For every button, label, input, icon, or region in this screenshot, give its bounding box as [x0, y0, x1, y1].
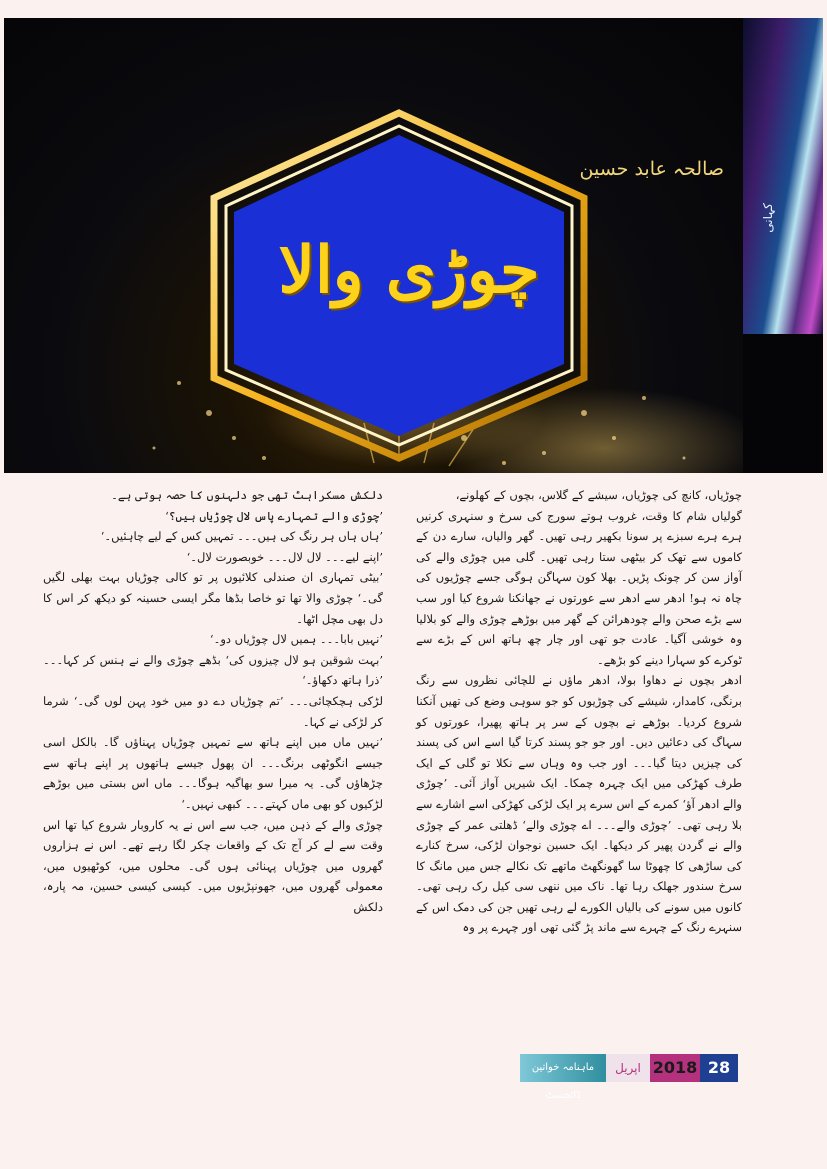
issue-month: اپریل	[606, 1054, 650, 1082]
title-banner	[4, 18, 743, 473]
paragraph: ’چوڑی والے تمہارے پاس لال چوڑیاں ہیں؟‘	[165, 508, 383, 523]
paragraph: ’نہیں ماں میں اپنے ہاتھ سے تمہیں چوڑیاں پہناؤں گا۔ بالکل اسی جیسے انگوٹھی برنگ۔۔۔ ان پھول جیسے ہاتھوں پر اپنے ہاتھ سے چڑھاؤں گی۔ یہ میرا سو بھاگیہ ہوگا۔۔۔ ماں اس بستی میں بوڑھے لڑکیوں کو بھی ماں کہتے۔۔۔ کبھی نہیں۔‘	[43, 735, 383, 811]
category-label: کہانی	[761, 203, 775, 233]
strip-bottom	[743, 334, 823, 473]
paragraph: ’نہیں بابا۔۔۔ ہمیں لال چوڑیاں دو۔‘	[209, 632, 383, 647]
story-title: چوڑی والا	[278, 233, 540, 308]
category-strip	[743, 18, 823, 334]
author-name: صالحہ عابد حسین	[579, 158, 724, 180]
paragraph: ادھر بچوں نے دھاوا بولا، ادھر ماؤں نے للچائی نظروں سے رنگ برنگی، کامدار، شیشے کی چوڑیوں کو جو سوہی وضع کی تھیں آنکنا شروع کردیا۔ بوڑھے نے بچوں کے سر پر ہاتھ پھیرا، عورتوں کو سہاگ کی دعائیں دیں۔ اور جو جو پسند کرتا گیا اسے اس کی پسند کی چیزیں دیتا گیا۔۔۔ اور جب وہ وہاں سے نکلا تو گلی کے ایک طرف کھڑکی میں ایک چہرہ چمکا۔ ایک شیریں آواز آئی۔ ’چوڑی والے ادھر آؤ‘ کمرے کے اس سرے پر ایک لڑکی کھڑکی اسے اشارے سے بلا رہی تھی۔ ’چوڑی والے۔۔۔ اے چوڑی والے‘ ڈھلتی عمر کے چوڑی والے نے گردن پھیر کر دیکھا۔ ایک حسین نوجوان لڑکی، سرخ کنارے کی ساڑھی کا چھوٹا سا گھونگھٹ ماتھے تک نکالے جس میں مانگ کا سرخ سندور جھلک رہا تھا۔ ناک میں ننھی سی کیل رک رہی تھی۔ کانوں میں سونے کی بالیاں الکورے لے رہی تھیں جن کی دمک اس کے سنہرے رنگ کے چہرے سے ماند پڑ گئی تھی اور چہرے پر وہ	[416, 673, 742, 935]
paragraph: دلکش مسکراہٹ تھی جو دلہنوں کا حصہ ہوتی ہے۔	[111, 488, 383, 502]
paragraph: ’اپنے لیے۔۔۔ لال لال۔۔۔ خوبصورت لال۔‘	[186, 549, 383, 564]
issue-year: 2018	[650, 1054, 700, 1082]
paragraph: چوڑی والے کے ذہن میں، جب سے اس نے یہ کاروبار شروع کیا تھا اس وقت سے لے کر آج تک کے واقعات چکر لگا رہے تھے۔ اس نے ہزاروں گھروں میں چوڑیاں پہنائی ہوں گی۔ محلوں میں، کوٹھیوں میں، معمولی گھروں میں، جھونپڑیوں میں۔ کیسی کیسی حسین، مہ پارہ، دلکش	[43, 817, 383, 914]
article-column-left	[43, 485, 383, 917]
page-number: 28	[700, 1054, 738, 1082]
paragraph: گولیاں شام کا وقت، غروب ہوتے سورج کی سرخ و سنہری کرنیں ہرے ہرے سبزے پر سونا بکھیر رہی تھیں۔ گھر والیاں، سارے دن کے کاموں سے تھک کر بیٹھی ستا رہی تھیں۔ گلی میں چوڑی والے کی آواز سن کر چونک پڑیں۔ بھلا کون سہاگن ہوگی جسے چوڑیوں کی چاہ نہ ہو! ادھر سے ادھر سے عورتوں نے جھانکنا شروع کیا اور سب سے بڑے صحن والے چودھرائن کے گھر میں بوڑھے چوڑی والے کو بلالیا وہ خوشی آگیا۔ عادت جو تھی اور چار چھ ہاتھ اس کے بڑے سے ٹوکرے کو سہارا دینے کو بڑھے۔	[416, 508, 742, 667]
paragraph: لڑکی ہچکچائی۔۔۔ ’تم چوڑیاں دے دو میں خود پہن لوں گی۔‘ شرما کر لڑکی نے کہا۔	[43, 693, 383, 729]
magazine-name: ماہنامہ خواتین ڈائجسٹ	[520, 1054, 606, 1082]
article-column-right	[416, 485, 742, 938]
paragraph: ’بہت شوقین ہو لال چیزوں کی‘ بڈھے چوڑی والے نے ہنس کر کہا۔۔۔ ’ذرا ہاتھ دکھاؤ۔‘	[43, 652, 383, 688]
paragraph: ’بیٹی تمہاری ان صندلی کلائیوں پر تو کالی چوڑیاں بہت بھلی لگیں گی۔‘ چوڑی والا تھا تو خاصا بڈھا مگر ایسی حسینہ کو دیکھ کر اس کا دل بھی مچل اٹھا۔	[43, 570, 383, 626]
paragraph: چوڑیاں، کانچ کی چوڑیاں، سیشے کے گلاس، بچوں کے کھلونے،	[455, 488, 742, 502]
paragraph: ’ہاں ہاں ہر رنگ کی ہیں۔۔۔ تمہیں کس کے لیے چاہئیں۔‘	[100, 529, 383, 544]
